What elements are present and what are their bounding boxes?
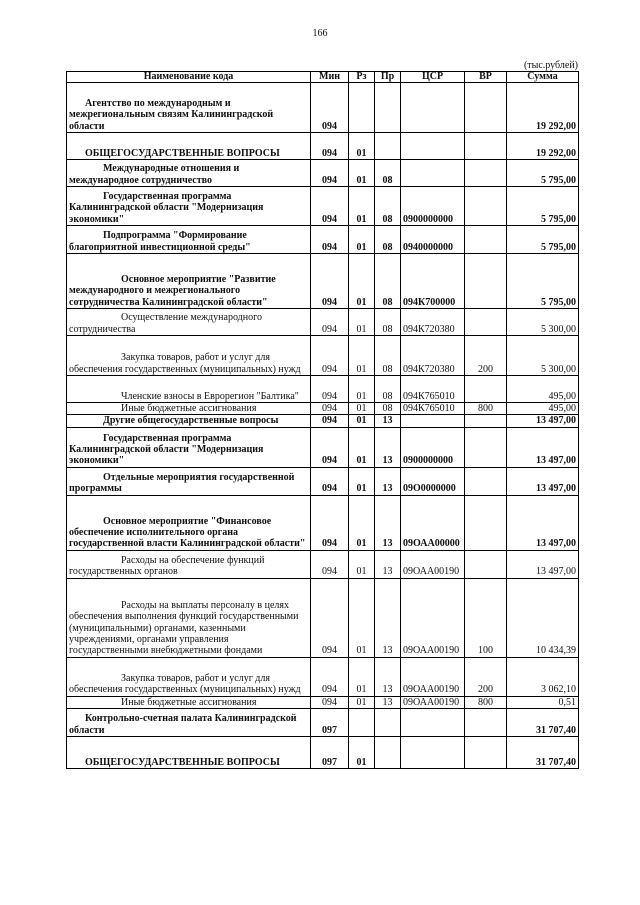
table-row [67,226,579,254]
cell-min: 094 [311,254,349,309]
header-vr: ВР [465,72,507,83]
cell-rz: 01 [349,657,375,696]
cell-vr [465,376,507,403]
cell-sum: 19 292,00 [507,83,579,133]
cell-min: 094 [311,376,349,403]
cell-min: 094 [311,550,349,578]
table-row [67,133,579,160]
cell-sum: 19 292,00 [507,133,579,160]
cell-pr [375,83,401,133]
cell-sum: 5 795,00 [507,160,579,187]
cell-rz: 01 [349,376,375,403]
cell-name: Закупка товаров, работ и услуг для обеспечения государственных (муниципальных) нужд [67,657,311,696]
cell-sum: 13 497,00 [507,467,579,495]
cell-rz: 01 [349,467,375,495]
cell-pr: 13 [375,495,401,550]
cell-min: 094 [311,578,349,657]
cell-min: 094 [311,336,349,376]
cell-vr: 200 [465,336,507,376]
table-row [67,709,579,737]
table-row [67,254,579,309]
header-pr: Пр [375,72,401,83]
table-row [67,160,579,187]
table-row [67,83,579,133]
cell-vr [465,187,507,226]
cell-rz: 01 [349,737,375,769]
cell-csr [401,737,465,769]
table-row [67,550,579,578]
cell-rz [349,83,375,133]
table-row [67,495,579,550]
table-row [67,467,579,495]
table-row [67,309,579,336]
cell-rz: 01 [349,495,375,550]
cell-rz: 01 [349,226,375,254]
cell-sum: 5 300,00 [507,309,579,336]
budget-table [66,71,579,769]
cell-name: Контрольно-счетная палата Калининградской области [67,709,311,737]
cell-vr [465,415,507,427]
page-number: 166 [312,28,328,39]
cell-sum: 13 497,00 [507,495,579,550]
cell-sum: 13 497,00 [507,415,579,427]
cell-vr [465,254,507,309]
header-name: Наименование кода [67,72,311,83]
cell-pr: 13 [375,657,401,696]
cell-min: 094 [311,403,349,415]
cell-csr: 0940000000 [401,226,465,254]
cell-name: ОБЩЕГОСУДАРСТВЕННЫЕ ВОПРОСЫ [67,737,311,769]
cell-pr: 13 [375,578,401,657]
cell-sum: 31 707,40 [507,709,579,737]
cell-csr [401,709,465,737]
cell-csr: 0900000000 [401,427,465,467]
cell-min: 094 [311,160,349,187]
cell-vr [465,427,507,467]
table-row [67,427,579,467]
table-row [67,336,579,376]
cell-csr: 0900000000 [401,187,465,226]
cell-name: Иные бюджетные ассигнования [67,403,311,415]
cell-vr [465,226,507,254]
cell-csr [401,133,465,160]
cell-name: Подпрограмма "Формирование благоприятной инвестиционной среды" [67,226,311,254]
cell-sum: 5 795,00 [507,254,579,309]
cell-min: 094 [311,696,349,708]
cell-csr: 09O0000000 [401,467,465,495]
cell-pr: 13 [375,550,401,578]
cell-vr [465,495,507,550]
cell-vr [465,737,507,769]
cell-vr [465,467,507,495]
cell-name: Международные отношения и международное сотрудничество [67,160,311,187]
cell-csr [401,160,465,187]
cell-csr: 09ОАА00190 [401,578,465,657]
table-row [67,376,579,403]
cell-csr: 09ОАА00190 [401,696,465,708]
header-sum: Сумма [507,72,579,83]
cell-vr [465,550,507,578]
cell-pr: 13 [375,467,401,495]
cell-sum: 31 707,40 [507,737,579,769]
cell-rz: 01 [349,133,375,160]
cell-vr [465,160,507,187]
header-csr: ЦСР [401,72,465,83]
cell-csr: 09ОАА00190 [401,550,465,578]
header-rz: Рз [349,72,375,83]
cell-name: ОБЩЕГОСУДАРСТВЕННЫЕ ВОПРОСЫ [67,133,311,160]
cell-pr: 13 [375,427,401,467]
cell-csr: 094К765010 [401,403,465,415]
header-row [67,72,579,83]
cell-sum: 495,00 [507,376,579,403]
cell-min: 094 [311,415,349,427]
cell-csr: 09ОАА00190 [401,657,465,696]
cell-rz: 01 [349,550,375,578]
table-row [67,657,579,696]
cell-csr: 094К720380 [401,309,465,336]
cell-name: Отдельные мероприятия государственной программы [67,467,311,495]
cell-pr: 08 [375,309,401,336]
cell-pr: 08 [375,336,401,376]
cell-min: 097 [311,709,349,737]
cell-min: 094 [311,226,349,254]
cell-pr: 13 [375,696,401,708]
cell-min: 094 [311,467,349,495]
cell-vr [465,709,507,737]
cell-min: 094 [311,427,349,467]
cell-sum: 5 795,00 [507,187,579,226]
table-row [67,696,579,708]
table-row [67,737,579,769]
cell-vr: 800 [465,696,507,708]
cell-csr: 094К765010 [401,376,465,403]
table-row [67,187,579,226]
cell-pr: 13 [375,415,401,427]
cell-rz: 01 [349,187,375,226]
cell-pr [375,709,401,737]
cell-pr: 08 [375,376,401,403]
cell-name: Другие общегосударственные вопросы [67,415,311,427]
table-body [67,83,579,769]
cell-name: Основное мероприятие "Развитие международного и межрегионального сотрудничества Калининградской области" [67,254,311,309]
cell-name: Расходы на обеспечение функций государственных органов [67,550,311,578]
cell-pr [375,133,401,160]
cell-min: 094 [311,657,349,696]
cell-rz: 01 [349,403,375,415]
cell-min: 094 [311,309,349,336]
cell-csr: 09ОАА00000 [401,495,465,550]
cell-rz: 01 [349,254,375,309]
cell-min: 097 [311,737,349,769]
cell-name: Государственная программа Калининградской области "Модернизация экономики" [67,427,311,467]
cell-csr: 094К700000 [401,254,465,309]
cell-min: 094 [311,133,349,160]
cell-sum: 0,51 [507,696,579,708]
cell-sum: 13 497,00 [507,550,579,578]
cell-name: Иные бюджетные ассигнования [67,696,311,708]
cell-vr [465,83,507,133]
cell-name: Расходы на выплаты персоналу в целях обеспечения выполнения функций государственными (муниципальными) органами, казенными учреждениями, органами управления государственными внебюджетными фондами [67,578,311,657]
cell-name: Членские взносы в Еврорегион "Балтика" [67,376,311,403]
cell-sum: 5 300,00 [507,336,579,376]
cell-name: Агентство по международным и межрегиональным связям Калининградской области [67,83,311,133]
header-min: Мин [311,72,349,83]
cell-pr [375,737,401,769]
cell-vr: 100 [465,578,507,657]
cell-vr: 800 [465,403,507,415]
cell-rz: 01 [349,427,375,467]
table-row [67,415,579,427]
cell-name: Закупка товаров, работ и услуг для обеспечения государственных (муниципальных) нужд [67,336,311,376]
cell-sum: 3 062,10 [507,657,579,696]
cell-pr: 08 [375,187,401,226]
cell-name: Осуществление международного сотрудничества [67,309,311,336]
cell-pr: 08 [375,403,401,415]
cell-min: 094 [311,495,349,550]
cell-rz: 01 [349,336,375,376]
cell-pr: 08 [375,226,401,254]
cell-min: 094 [311,83,349,133]
cell-sum: 10 434,39 [507,578,579,657]
cell-vr [465,133,507,160]
cell-vr: 200 [465,657,507,696]
cell-vr [465,309,507,336]
cell-rz: 01 [349,415,375,427]
table-row [67,403,579,415]
cell-csr [401,83,465,133]
cell-rz: 01 [349,160,375,187]
cell-sum: 13 497,00 [507,427,579,467]
cell-csr [401,415,465,427]
cell-sum: 495,00 [507,403,579,415]
cell-rz: 01 [349,309,375,336]
cell-rz: 01 [349,578,375,657]
units-label: (тыс.рублей) [523,60,578,71]
cell-name: Государственная программа Калининградской области "Модернизация экономики" [67,187,311,226]
cell-min: 094 [311,187,349,226]
cell-pr: 08 [375,254,401,309]
table-row [67,578,579,657]
cell-name: Основное мероприятие "Финансовое обеспечение исполнительного органа государственной власти Калининградской области" [67,495,311,550]
cell-rz [349,709,375,737]
cell-pr: 08 [375,160,401,187]
cell-sum: 5 795,00 [507,226,579,254]
cell-csr: 094К720380 [401,336,465,376]
cell-rz: 01 [349,696,375,708]
